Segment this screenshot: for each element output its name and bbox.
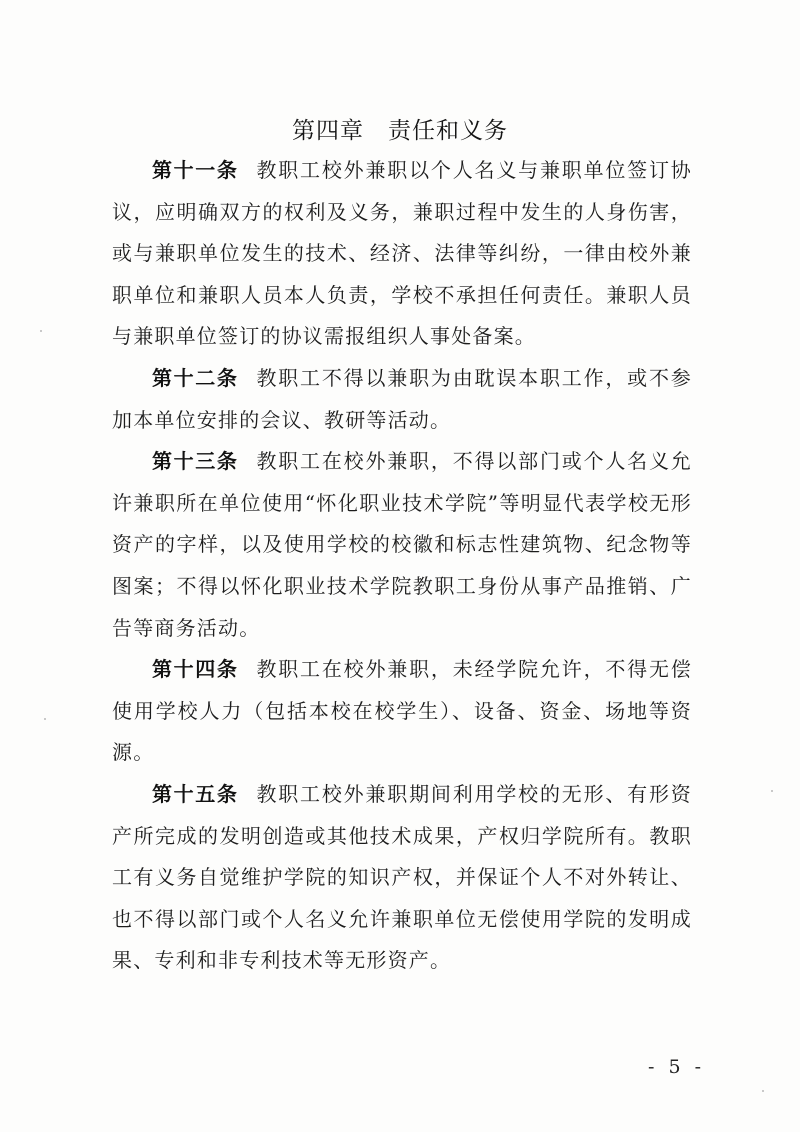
article-label: 第十三条 [152, 449, 239, 474]
article-14 [112, 649, 692, 774]
chapter-number: 第四章 [292, 118, 364, 144]
article-label: 第十一条 [152, 158, 239, 182]
scan-speck [40, 330, 42, 332]
article-12 [112, 358, 692, 441]
article-list [112, 150, 692, 982]
article-text: 教职工在校外兼职，不得以部门或个人名义允许兼职所在单位使用“怀化职业技术学院”等明显代表学校无形资产的字样，以及使用学校的校徽和标志性建筑物、纪念物等图案；不得以怀化职业技术学院教职工身份从事产品推销、广告等商务活动。 [112, 449, 693, 640]
article-13 [112, 441, 692, 649]
chapter-title: 责任和义务 [388, 118, 508, 144]
article-15 [112, 774, 692, 982]
article-text: 教职工在校外兼职，未经学院允许，不得无偿使用学校人力（包括本校在校学生）、设备、资金、场地等资源。 [112, 657, 693, 765]
article-text: 教职工不得以兼职为由耽误本职工作，或不参加本单位安排的会议、教研等活动。 [112, 365, 693, 432]
article-11 [112, 150, 692, 358]
article-label: 第十四条 [152, 657, 239, 682]
scan-speck [44, 718, 46, 720]
page-number: - 5 - [648, 1056, 706, 1078]
article-label: 第十五条 [152, 781, 239, 806]
scan-speck [762, 1090, 764, 1092]
scan-speck [771, 790, 773, 792]
article-text: 教职工校外兼职期间利用学校的无形、有形资产所完成的发明创造或其他技术成果，产权归学院所有。教职工有义务自觉维护学院的知识产权，并保证个人不对外转让、也不得以部门或个人名义允许兼职单位无偿使用学院的发明成果、专利和非专利技术等无形资产。 [112, 781, 693, 973]
chapter-heading [0, 112, 800, 145]
article-label: 第十二条 [152, 365, 239, 390]
article-text: 教职工校外兼职以个人名义与兼职单位签订协议，应明确双方的权利及义务，兼职过程中发生的人身伤害，或与兼职单位发生的技术、经济、法律等纠纷，一律由校外兼职单位和兼职人员本人负责，学校不承担任何责任。兼职人员与兼职单位签订的协议需报组织人事处备案。 [112, 158, 693, 349]
